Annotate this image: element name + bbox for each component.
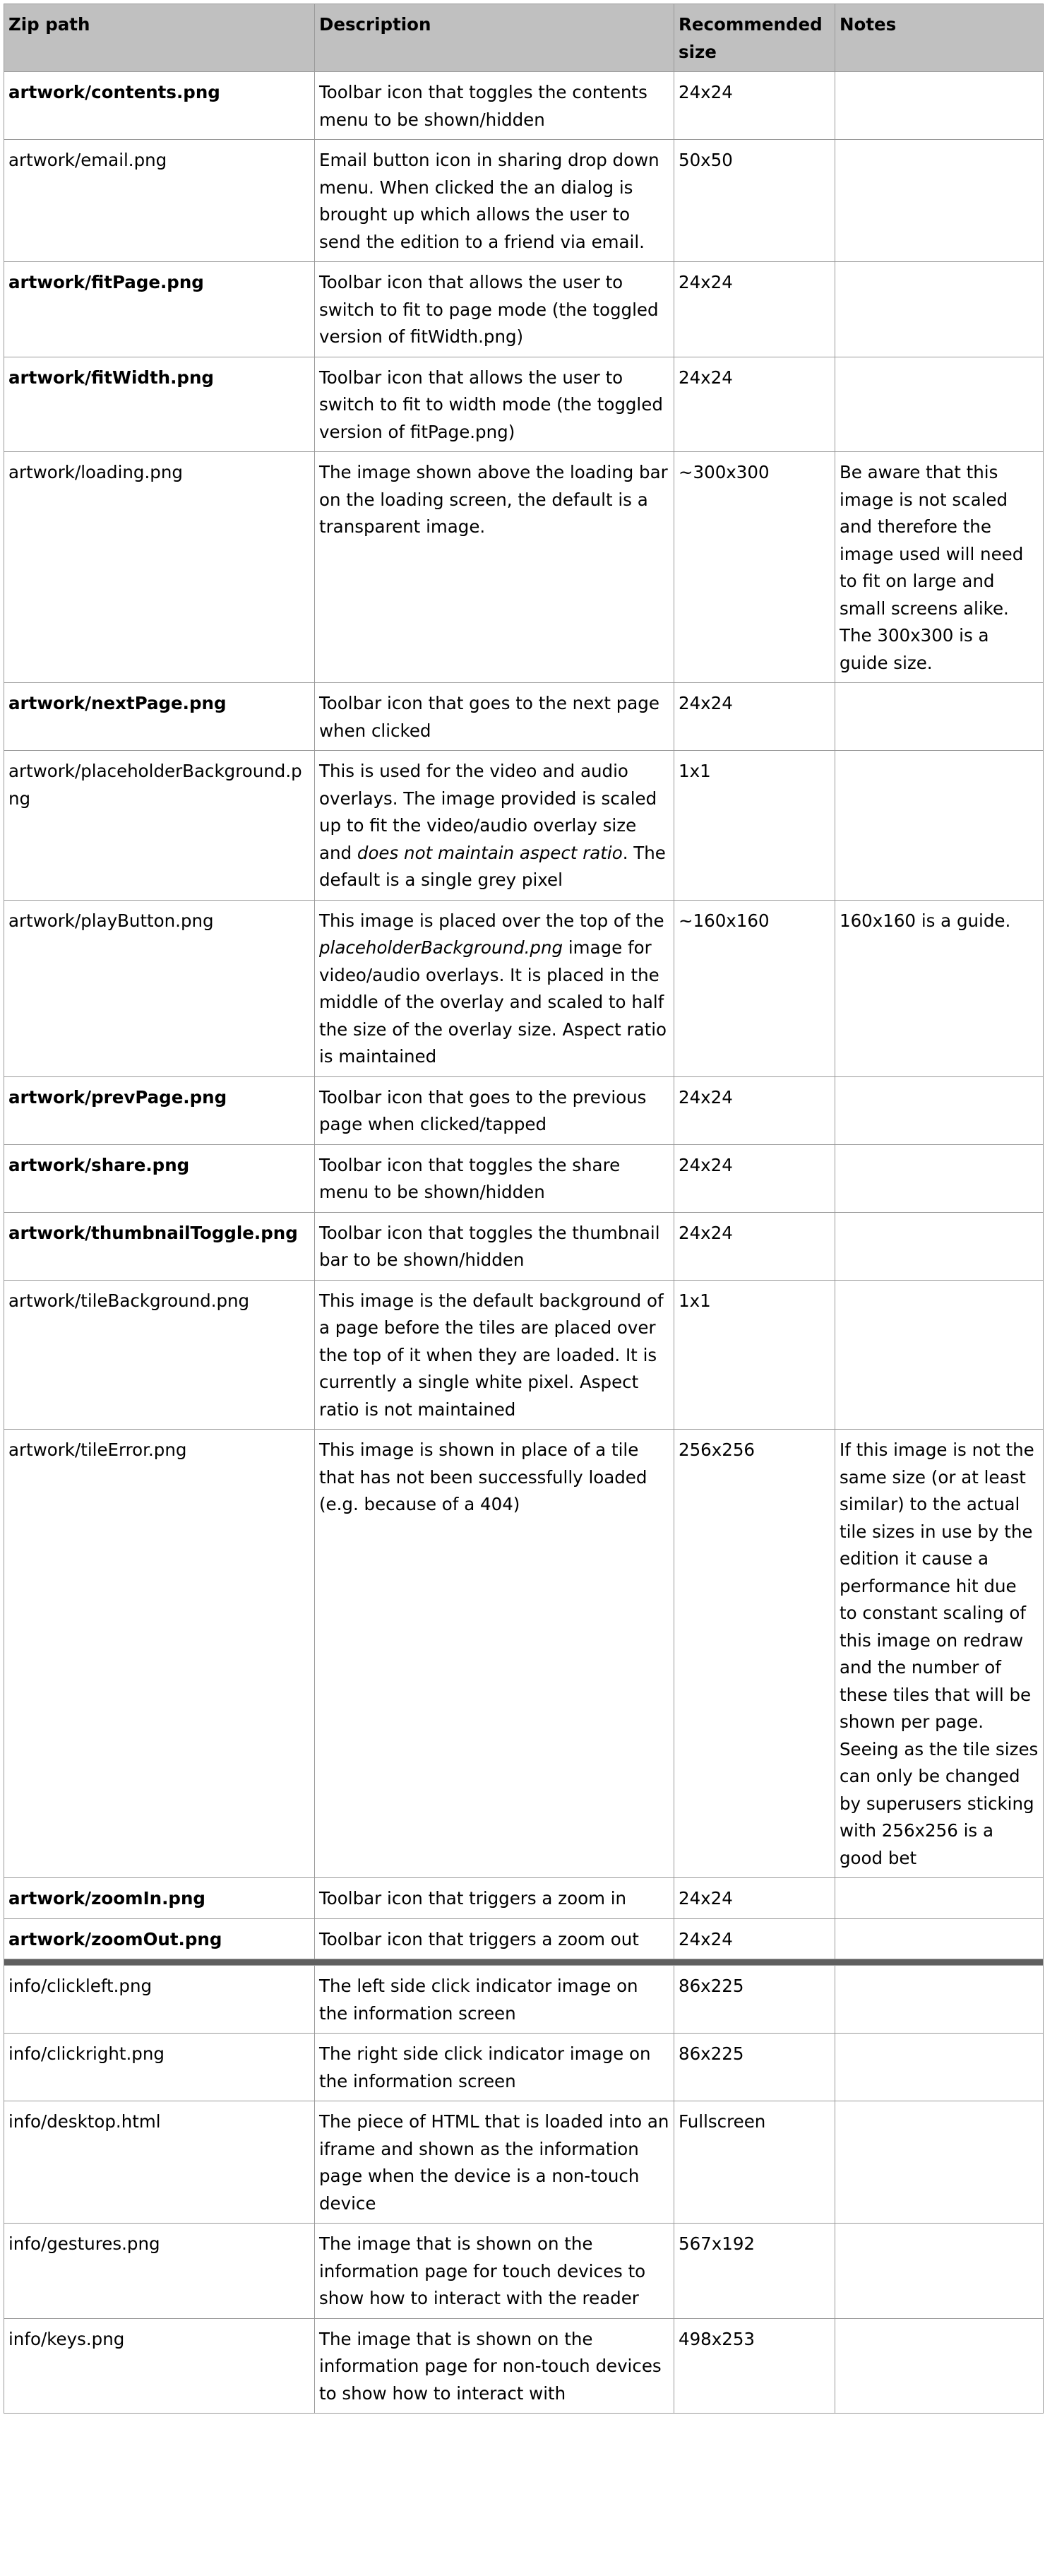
description-cell: The piece of HTML that is loaded into an iframe and shown as the information page when the device is a non-touch device <box>315 2101 674 2224</box>
recommended-size-cell: 567x192 <box>674 2224 835 2319</box>
notes-cell <box>835 751 1044 901</box>
description-cell: Toolbar icon that toggles the share menu to be shown/hidden <box>315 1144 674 1212</box>
zip-assets-table <box>4 4 1044 2414</box>
description-cell: Toolbar icon that allows the user to switch to fit to page mode (the toggled version of fitWidth.png) <box>315 262 674 357</box>
description-cell <box>315 751 674 901</box>
notes-cell <box>835 2318 1044 2414</box>
table-row <box>4 2034 1044 2101</box>
zip-path-cell: artwork/tileBackground.png <box>4 1280 315 1430</box>
zip-path-cell: artwork/contents.png <box>4 72 315 140</box>
description-cell: Toolbar icon that goes to the previous page when clicked/tapped <box>315 1076 674 1144</box>
notes-cell <box>835 2101 1044 2224</box>
description-emphasis: does not maintain aspect ratio <box>357 842 623 863</box>
description-cell: The image that is shown on the information page for non-touch devices to show how to interact with <box>315 2318 674 2414</box>
description-fragment: image for video/audio overlays. It is placed in the middle of the overlay and scaled to half the size of the overlay size. Aspect ratio is maintained <box>319 937 667 1067</box>
notes-cell <box>835 1076 1044 1144</box>
zip-path-cell: artwork/playButton.png <box>4 900 315 1076</box>
recommended-size-cell: 24x24 <box>674 1144 835 1212</box>
header-recommended-size: Recommended size <box>674 4 835 72</box>
zip-path-cell: info/keys.png <box>4 2318 315 2414</box>
zip-path-cell: info/gestures.png <box>4 2224 315 2319</box>
description-cell: The image that is shown on the information page for touch devices to show how to interact with the reader <box>315 2224 674 2319</box>
table-row <box>4 1966 1044 2034</box>
table-row <box>4 1280 1044 1430</box>
zip-path-cell: artwork/prevPage.png <box>4 1076 315 1144</box>
table-row <box>4 2224 1044 2319</box>
notes-cell: 160x160 is a guide. <box>835 900 1044 1076</box>
recommended-size-cell: 1x1 <box>674 1280 835 1430</box>
zip-path-cell: artwork/zoomOut.png <box>4 1918 315 1959</box>
recommended-size-cell: 24x24 <box>674 72 835 140</box>
notes-cell: If this image is not the same size (or at least similar) to the actual tile sizes in use by the edition it cause a performance hit due to constant scaling of this image on redraw and the number of these tiles that will be shown per page. Seeing as the tile sizes can only be changed by superusers sticking with 256x256 is a good bet <box>835 1430 1044 1878</box>
zip-path-cell: artwork/share.png <box>4 1144 315 1212</box>
notes-cell <box>835 1918 1044 1959</box>
recommended-size-cell: 24x24 <box>674 1212 835 1280</box>
table-body <box>4 72 1044 2414</box>
notes-cell <box>835 683 1044 751</box>
notes-cell <box>835 1212 1044 1280</box>
table-row <box>4 262 1044 357</box>
description-cell: Toolbar icon that allows the user to switch to fit to width mode (the toggled version of fitPage.png) <box>315 357 674 452</box>
description-cell: Toolbar icon that goes to the next page when clicked <box>315 683 674 751</box>
header-zip-path: Zip path <box>4 4 315 72</box>
table-row <box>4 452 1044 683</box>
table-row <box>4 1918 1044 1959</box>
header-description: Description <box>315 4 674 72</box>
header-notes: Notes <box>835 4 1044 72</box>
description-cell: The left side click indicator image on the information screen <box>315 1966 674 2034</box>
zip-path-cell: artwork/placeholderBackground.png <box>4 751 315 901</box>
table-row <box>4 72 1044 140</box>
table-row <box>4 357 1044 452</box>
recommended-size-cell: 256x256 <box>674 1430 835 1878</box>
recommended-size-cell: 24x24 <box>674 1076 835 1144</box>
section-divider-bar <box>4 1959 1044 1966</box>
recommended-size-cell: Fullscreen <box>674 2101 835 2224</box>
description-emphasis: placeholderBackground.png <box>319 937 563 958</box>
table-row <box>4 1076 1044 1144</box>
zip-path-cell: artwork/thumbnailToggle.png <box>4 1212 315 1280</box>
zip-path-cell: artwork/email.png <box>4 140 315 262</box>
notes-cell: Be aware that this image is not scaled and therefore the image used will need to fit on large and small screens alike. The 300x300 is a guide size. <box>835 452 1044 683</box>
description-cell: Email button icon in sharing drop down menu. When clicked the an dialog is brought up which allows the user to send the edition to a friend via email. <box>315 140 674 262</box>
notes-cell <box>835 357 1044 452</box>
notes-cell <box>835 1144 1044 1212</box>
table-row <box>4 2318 1044 2414</box>
description-cell: This image is shown in place of a tile that has not been successfully loaded (e.g. because of a 404) <box>315 1430 674 1878</box>
table-row <box>4 751 1044 901</box>
recommended-size-cell: ~300x300 <box>674 452 835 683</box>
recommended-size-cell: 86x225 <box>674 1966 835 2034</box>
recommended-size-cell: 24x24 <box>674 1878 835 1919</box>
zip-path-cell: info/clickleft.png <box>4 1966 315 2034</box>
table-row <box>4 1430 1044 1878</box>
recommended-size-cell: 24x24 <box>674 357 835 452</box>
recommended-size-cell: 86x225 <box>674 2034 835 2101</box>
zip-path-cell: artwork/loading.png <box>4 452 315 683</box>
notes-cell <box>835 1966 1044 2034</box>
table-row <box>4 900 1044 1076</box>
description-cell <box>315 900 674 1076</box>
notes-cell <box>835 2224 1044 2319</box>
recommended-size-cell: 498x253 <box>674 2318 835 2414</box>
notes-cell <box>835 1280 1044 1430</box>
description-fragment: . The default is a single grey pixel <box>319 842 666 890</box>
table-row <box>4 140 1044 262</box>
recommended-size-cell: 1x1 <box>674 751 835 901</box>
table-row <box>4 683 1044 751</box>
table-row <box>4 1212 1044 1280</box>
table-header-row <box>4 4 1044 72</box>
notes-cell <box>835 72 1044 140</box>
description-cell: This image is the default background of a page before the tiles are placed over the top of it when they are loaded. It is currently a single white pixel. Aspect ratio is not maintained <box>315 1280 674 1430</box>
table-row <box>4 1878 1044 1919</box>
notes-cell <box>835 2034 1044 2101</box>
section-divider <box>4 1959 1044 1966</box>
zip-path-cell: info/desktop.html <box>4 2101 315 2224</box>
description-fragment: This image is placed over the top of the <box>319 910 664 931</box>
recommended-size-cell: 50x50 <box>674 140 835 262</box>
table-row <box>4 2101 1044 2224</box>
notes-cell <box>835 262 1044 357</box>
recommended-size-cell: ~160x160 <box>674 900 835 1076</box>
zip-path-cell: artwork/tileError.png <box>4 1430 315 1878</box>
zip-path-cell: artwork/zoomIn.png <box>4 1878 315 1919</box>
description-cell: Toolbar icon that toggles the thumbnail bar to be shown/hidden <box>315 1212 674 1280</box>
recommended-size-cell: 24x24 <box>674 1918 835 1959</box>
recommended-size-cell: 24x24 <box>674 262 835 357</box>
description-cell: Toolbar icon that triggers a zoom in <box>315 1878 674 1919</box>
description-cell: Toolbar icon that triggers a zoom out <box>315 1918 674 1959</box>
zip-path-cell: artwork/nextPage.png <box>4 683 315 751</box>
zip-path-cell: info/clickright.png <box>4 2034 315 2101</box>
description-cell: The image shown above the loading bar on the loading screen, the default is a transparent image. <box>315 452 674 683</box>
notes-cell <box>835 140 1044 262</box>
description-cell: The right side click indicator image on the information screen <box>315 2034 674 2101</box>
table-row <box>4 1144 1044 1212</box>
zip-path-cell: artwork/fitPage.png <box>4 262 315 357</box>
zip-path-cell: artwork/fitWidth.png <box>4 357 315 452</box>
description-fragment: This is used for the video and audio overlays. The image provided is scaled up to fit the video/audio overlay size and <box>319 761 657 863</box>
recommended-size-cell: 24x24 <box>674 683 835 751</box>
notes-cell <box>835 1878 1044 1919</box>
description-cell: Toolbar icon that toggles the contents menu to be shown/hidden <box>315 72 674 140</box>
